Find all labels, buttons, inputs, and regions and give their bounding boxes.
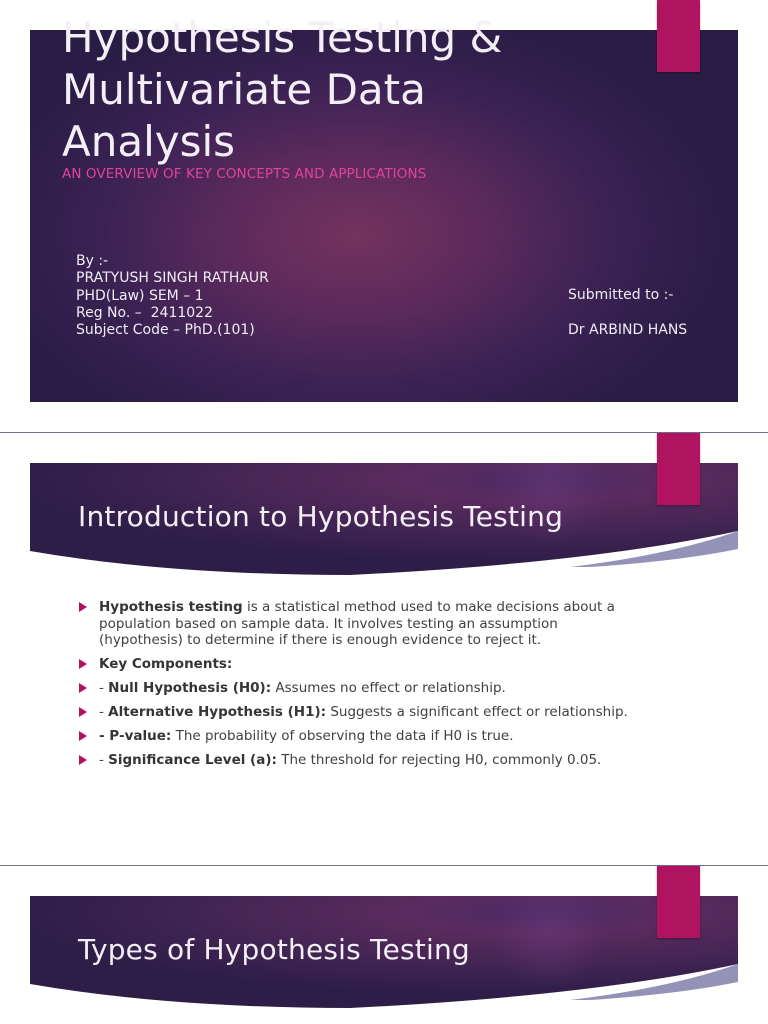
author-line: By :- [76,253,109,269]
submitted-spacer [568,304,687,321]
bullet-prefix: - [99,752,109,768]
bullet-bold-term: Key Components: [99,656,233,672]
author-line: Subject Code – PhD.(101) [76,322,255,339]
list-item [76,752,636,769]
accent-tab [657,0,700,72]
author-line: PHD(Law) SEM – 1 [76,287,204,304]
bullet-bold-term: Hypothesis testing [99,599,243,615]
intro-slide [0,433,768,865]
presentation-subtitle: AN OVERVIEW OF KEY CONCEPTS AND APPLICATIONS [62,166,427,182]
bullet-bold-term: Alternative Hypothesis (H1): [108,704,327,720]
triangle-right-bullet-icon [79,683,87,693]
list-item [76,599,636,649]
accent-tab [657,433,700,505]
bullet-bold-term: - P-value: [99,728,172,744]
bullet-list [76,599,636,776]
bullet-text: Suggests a significant effect or relationship. [326,704,628,720]
triangle-right-bullet-icon [79,731,87,741]
author-line: Reg No. – 2411022 [76,304,213,321]
submitted-to-info [568,287,687,339]
bullet-text: The probability of observing the data if H0 is true. [171,728,514,744]
presentation-title: Hypothesis Testing & Multivariate Data Analysis [62,13,503,166]
list-item [76,728,636,745]
submitted-label: Submitted to :- [568,287,674,303]
bullet-prefix: - [99,704,109,720]
bullet-bold-term: Null Hypothesis (H0): [108,680,272,696]
author-info [76,253,269,339]
bullet-prefix: - [99,680,109,696]
triangle-right-bullet-icon [79,755,87,765]
triangle-right-bullet-icon [79,659,87,669]
slide-title: Introduction to Hypothesis Testing [78,500,564,533]
bullet-text: Assumes no effect or relationship. [271,680,506,696]
accent-tab [657,866,700,938]
types-slide [0,866,768,1024]
list-item [76,656,636,673]
author-line: PRATYUSH SINGH RATHAUR [76,270,269,287]
triangle-right-bullet-icon [79,602,87,612]
triangle-right-bullet-icon [79,707,87,717]
submitted-name: Dr ARBIND HANS [568,321,688,338]
list-item [76,680,636,697]
bullet-text: The threshold for rejecting H0, commonly 0.05. [276,752,602,768]
bullet-bold-term: Significance Level (a): [108,752,277,768]
title-slide [0,0,768,432]
bullet-text: is a statistical method used to make decisions about a population based on sample data. It involves testing an assumption (hypothesis) to determine if there is enough evidence to reject it. [99,599,615,648]
slide-title: Types of Hypothesis Testing [78,933,470,966]
list-item [76,704,636,721]
